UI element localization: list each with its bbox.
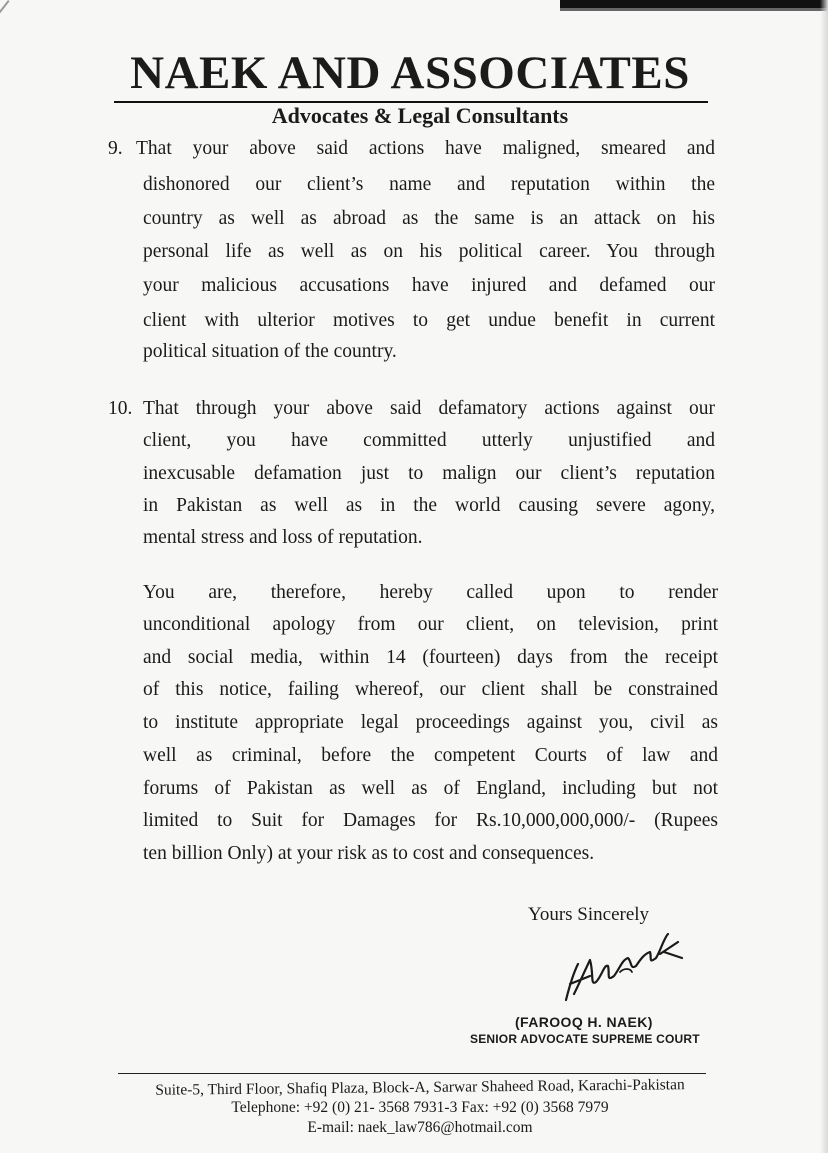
footer-address: Suite-5, Third Floor, Shafiq Plaza, Block-A, Sarwar Shaheed Road, Karachi-Pakistan [155,1076,685,1099]
closing-salutation: Yours Sincerely [528,904,650,925]
paragraph-line: in Pakistan as well as in the world causing severe agony, [143,495,715,516]
letterhead-firm-name: NAEK AND ASSOCIATES [130,47,690,99]
paragraph-number: 9. [108,138,123,159]
footer-rule [118,1073,706,1074]
handwritten-signature [560,924,690,1009]
letterhead-tagline: Advocates & Legal Consultants [271,103,569,128]
footer-telephone: Telephone: +92 (0) 21- 3568 7931-3 Fax: +92 (0) 3568 7979 [231,1099,609,1116]
paragraph-line: well as criminal, before the competent Courts of law and [143,745,718,766]
paragraph-line: That your above said actions have maligned, smeared and [136,138,715,159]
paragraph-line: limited to Suit for Damages for Rs.10,000,000,000/- (Rupees [143,810,718,831]
scan-edge-shadow [820,0,828,1153]
paragraph-line: personal life as well as on his political career. You through [143,241,715,262]
paragraph-line: dishonored our client’s name and reputation within the [143,174,715,195]
paragraph-line: country as well as abroad as the same is an attack on his [143,208,715,229]
paragraph-number: 10. [108,398,133,419]
signatory-name: (FAROOQ H. NAEK) [515,1014,653,1030]
paragraph-line: inexcusable defamation just to malign our client’s reputation [143,463,715,484]
paragraph-line: and social media, within 14 (fourteen) days from the receipt [143,647,718,668]
paragraph-line: client, you have committed utterly unjustified and [143,430,715,451]
paragraph-line: forums of Pakistan as well as of England, including but not [143,778,718,799]
paragraph-line: political situation of the country. [143,341,397,362]
paragraph-line: unconditional apology from our client, on television, print [143,614,718,635]
paragraph-line: your malicious accusations have injured and defamed our [143,275,715,296]
footer-email: E-mail: naek_law786@hotmail.com [307,1119,533,1136]
paragraph-line: client with ulterior motives to get undue benefit in current [143,310,715,331]
signatory-designation: SENIOR ADVOCATE SUPREME COURT [470,1032,700,1046]
paragraph-line: of this notice, failing whereof, our client shall be constrained [143,679,718,700]
paragraph-line: You are, therefore, hereby called upon to render [143,582,718,603]
paragraph-line: to institute appropriate legal proceedings against you, civil as [143,712,718,733]
paragraph-line: That through your above said defamatory actions against our [143,398,715,419]
scan-corner-mark [0,0,10,49]
scan-edge-bar [560,0,828,14]
paragraph-line: ten billion Only) at your risk as to cost and consequences. [143,843,595,864]
paragraph-line: mental stress and loss of reputation. [143,527,423,548]
